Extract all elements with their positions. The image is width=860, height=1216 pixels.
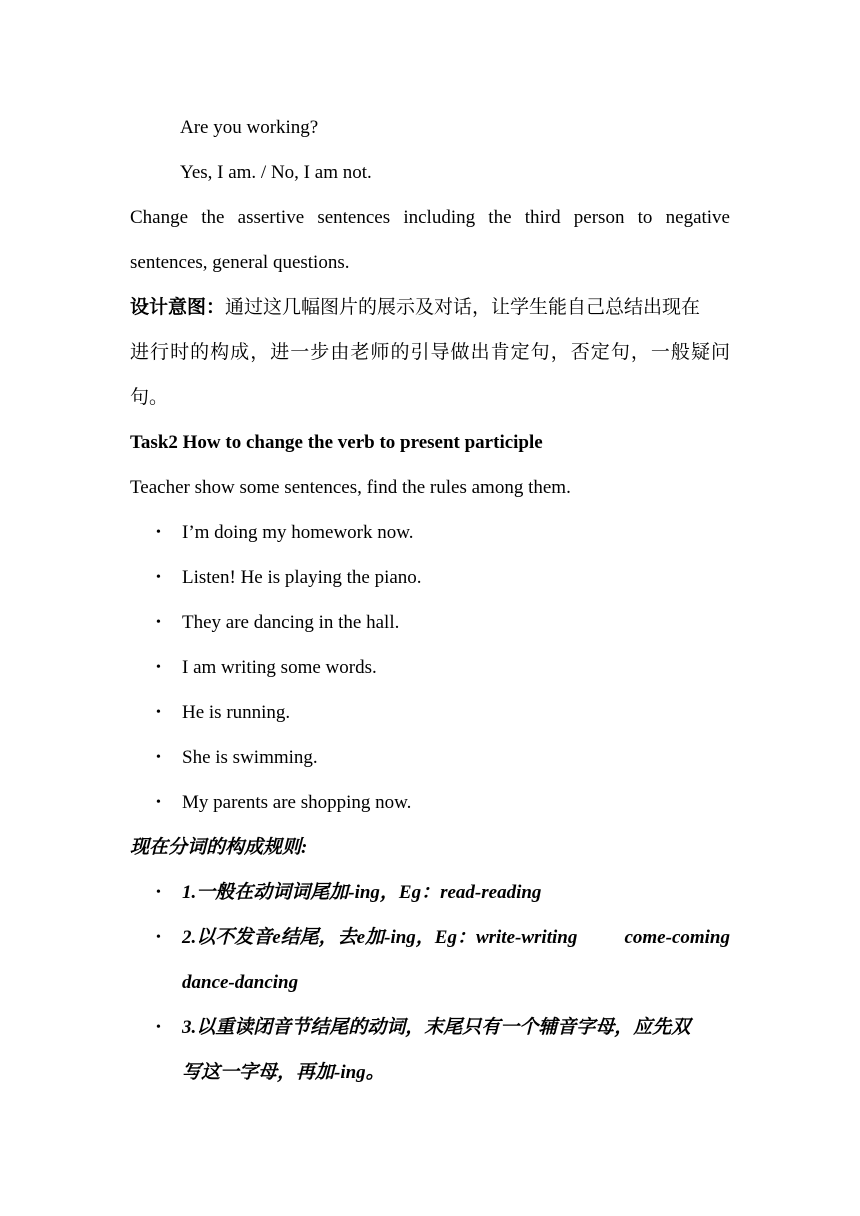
sentence-text: She is swimming. bbox=[182, 747, 318, 768]
task2-heading: Task2 How to change the verb to present participle bbox=[130, 432, 543, 453]
dialogue-answer: Yes, I am. / No, I am not. bbox=[180, 162, 372, 183]
design-intent-line-1 bbox=[130, 296, 730, 320]
design-intent-line-2: 进行时的构成，进一步由老师的引导做出肯定句，否定句，一般疑问 bbox=[130, 342, 730, 363]
sentence-text: Listen! He is playing the piano. bbox=[182, 567, 422, 588]
rule-2-text-a: 2.以不发音e结尾，去e加-ing，Eg：write-writing bbox=[182, 927, 578, 948]
design-intent-text-1: 通过这几幅图片的展示及对话，让学生能自己总结出现在 bbox=[225, 297, 701, 318]
rule-3-line-2: 写这一字母，再加-ing。 bbox=[182, 1062, 385, 1083]
bullet-icon: • bbox=[156, 525, 161, 540]
rule-2-text-b: come-coming bbox=[624, 927, 730, 948]
rule-3-line-1: 3.以重读闭音节结尾的动词，末尾只有一个辅音字母，应先双 bbox=[182, 1017, 691, 1038]
bullet-icon: • bbox=[156, 795, 161, 810]
bullet-icon: • bbox=[156, 615, 161, 630]
sentence-text: I am writing some words. bbox=[182, 657, 377, 678]
sentence-text: They are dancing in the hall. bbox=[182, 612, 400, 633]
sentence-text: My parents are shopping now. bbox=[182, 792, 412, 813]
instruction-line-2: sentences, general questions. bbox=[130, 252, 350, 273]
instruction-line-1: Change the assertive sentences including the third person to negative bbox=[130, 207, 730, 228]
rules-heading: 现在分词的构成规则: bbox=[130, 837, 308, 858]
rule-2-line-2: dance-dancing bbox=[182, 972, 299, 993]
bullet-icon: • bbox=[156, 705, 161, 720]
rule-2-line-1 bbox=[182, 926, 730, 950]
bullet-icon: • bbox=[156, 930, 161, 945]
bullet-icon: • bbox=[156, 750, 161, 765]
design-intent-label: 设计意图： bbox=[130, 297, 226, 318]
rule-1-text: 1.一般在动词词尾加-ing，Eg：read-reading bbox=[182, 882, 542, 903]
sentence-text: I’m doing my homework now. bbox=[182, 522, 414, 543]
design-intent-line-3: 句。 bbox=[130, 387, 169, 408]
bullet-icon: • bbox=[156, 660, 161, 675]
task2-intro: Teacher show some sentences, find the rules among them. bbox=[130, 477, 571, 498]
sentence-text: He is running. bbox=[182, 702, 291, 723]
dialogue-question: Are you working? bbox=[180, 117, 319, 138]
bullet-icon: • bbox=[156, 885, 161, 900]
bullet-icon: • bbox=[156, 570, 161, 585]
bullet-icon: • bbox=[156, 1020, 161, 1035]
